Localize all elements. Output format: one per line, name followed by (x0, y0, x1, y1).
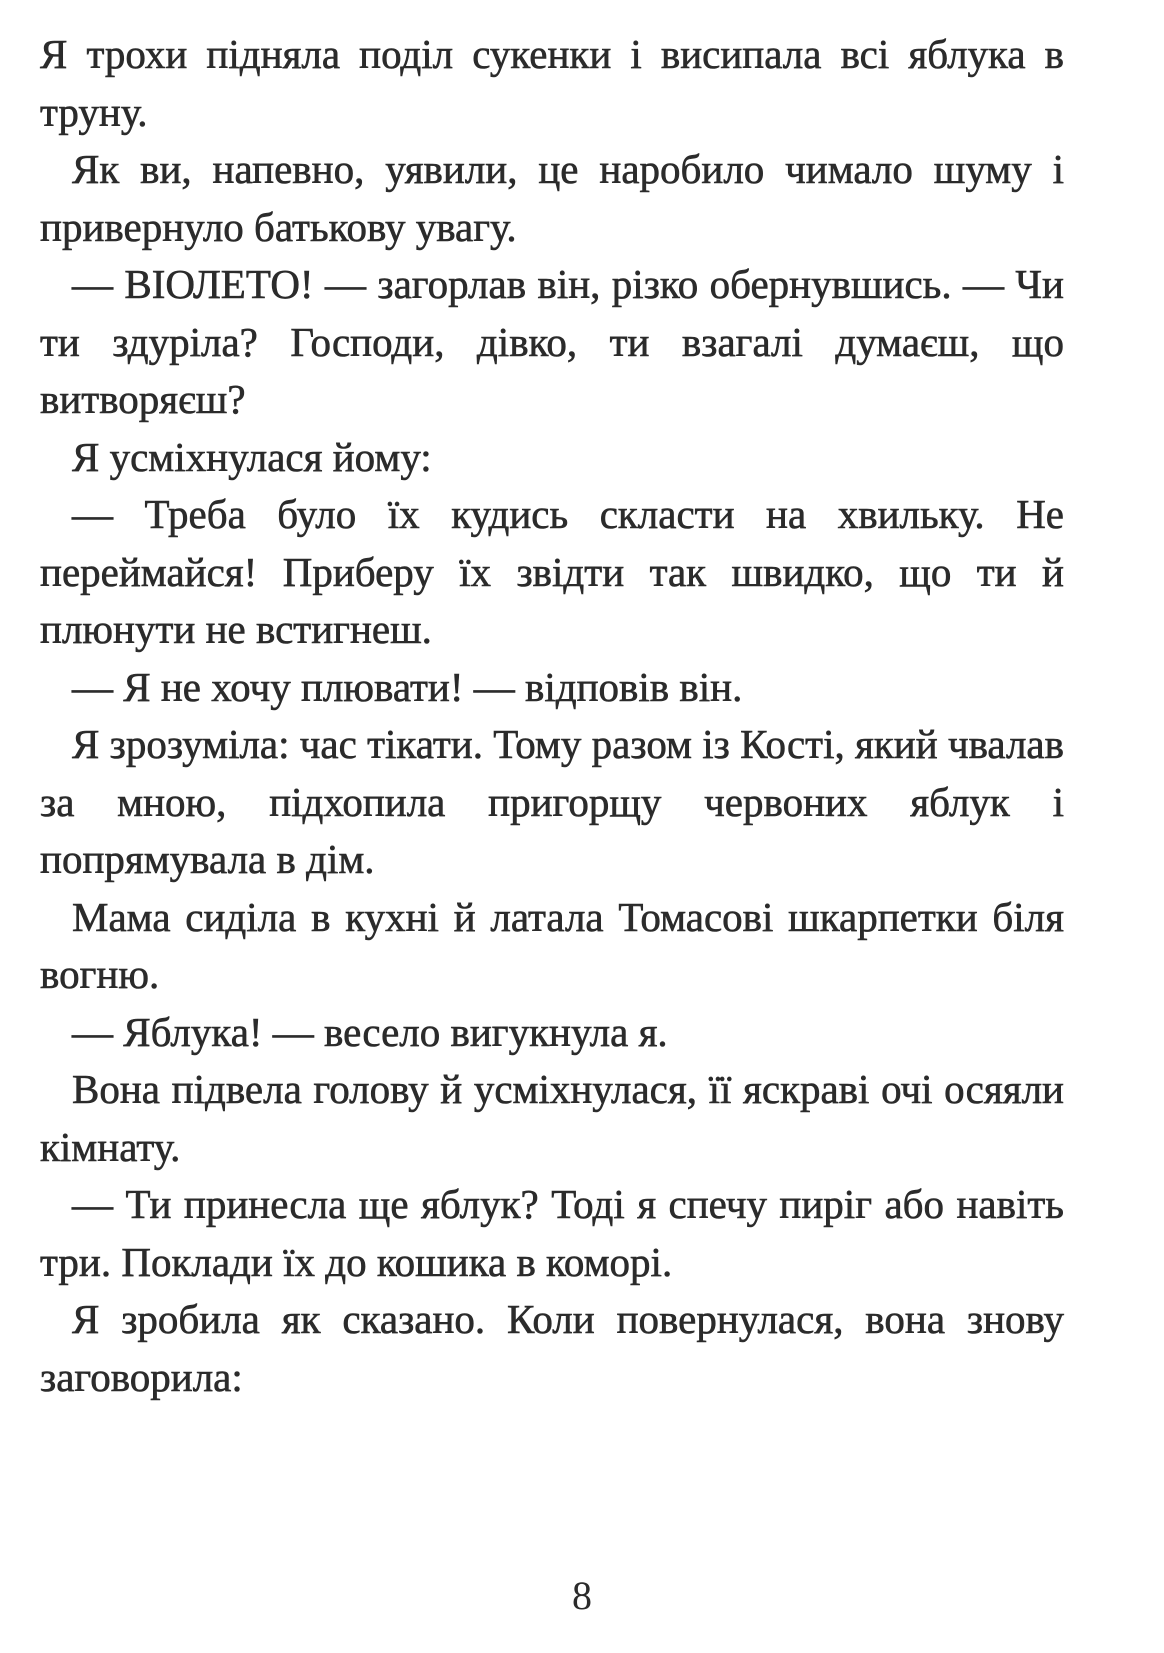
paragraph-9: — Яблука! — весело вигукнула я. (72, 1008, 668, 1055)
paragraph-10: Вона підвела голову й усміхнулася, її яскраві очі осяяли кімнату. (40, 1066, 1064, 1170)
paragraph-1: Я трохи підняла поділ сукенки і висипала всі яблука в труну. (40, 31, 1064, 135)
paragraph-7: Я зрозуміла: час тікати. Тому разом із Кості, який чвалав за мною, підхопила пригорщу червоних яблук і попрямувала в дім. (40, 721, 1064, 882)
paragraph-11: — Ти принесла ще яблук? Тоді я спечу пиріг або навіть три. Поклади їх до кошика в коморі. (40, 1181, 1064, 1285)
paragraph-12: Я зробила як сказано. Коли повернулася, вона знову заговорила: (40, 1296, 1064, 1400)
paragraph-3: — ВІОЛЕТО! — загорлав він, різко обернувшись. — Чи ти здуріла? Господи, дівко, ти взагалі думаєш, що витворяєш? (40, 261, 1064, 422)
paragraph-2: Як ви, напевно, уявили, це наробило чимало шуму і привернуло батькову увагу. (40, 146, 1064, 250)
paragraph-5: — Треба було їх кудись скласти на хвильку. Не переймайся! Приберу їх звідти так швидко, що ти й плюнути не встигнеш. (40, 491, 1064, 652)
paragraph-8: Мама сиділа в кухні й латала Томасові шкарпетки біля вогню. (40, 893, 1064, 997)
page-text (40, 26, 1064, 1406)
paragraph-4: Я усміхнулася йому: (72, 433, 432, 480)
paragraph-6: — Я не хочу плювати! — відповів він. (72, 663, 743, 710)
page-number: 8 (572, 1573, 592, 1618)
